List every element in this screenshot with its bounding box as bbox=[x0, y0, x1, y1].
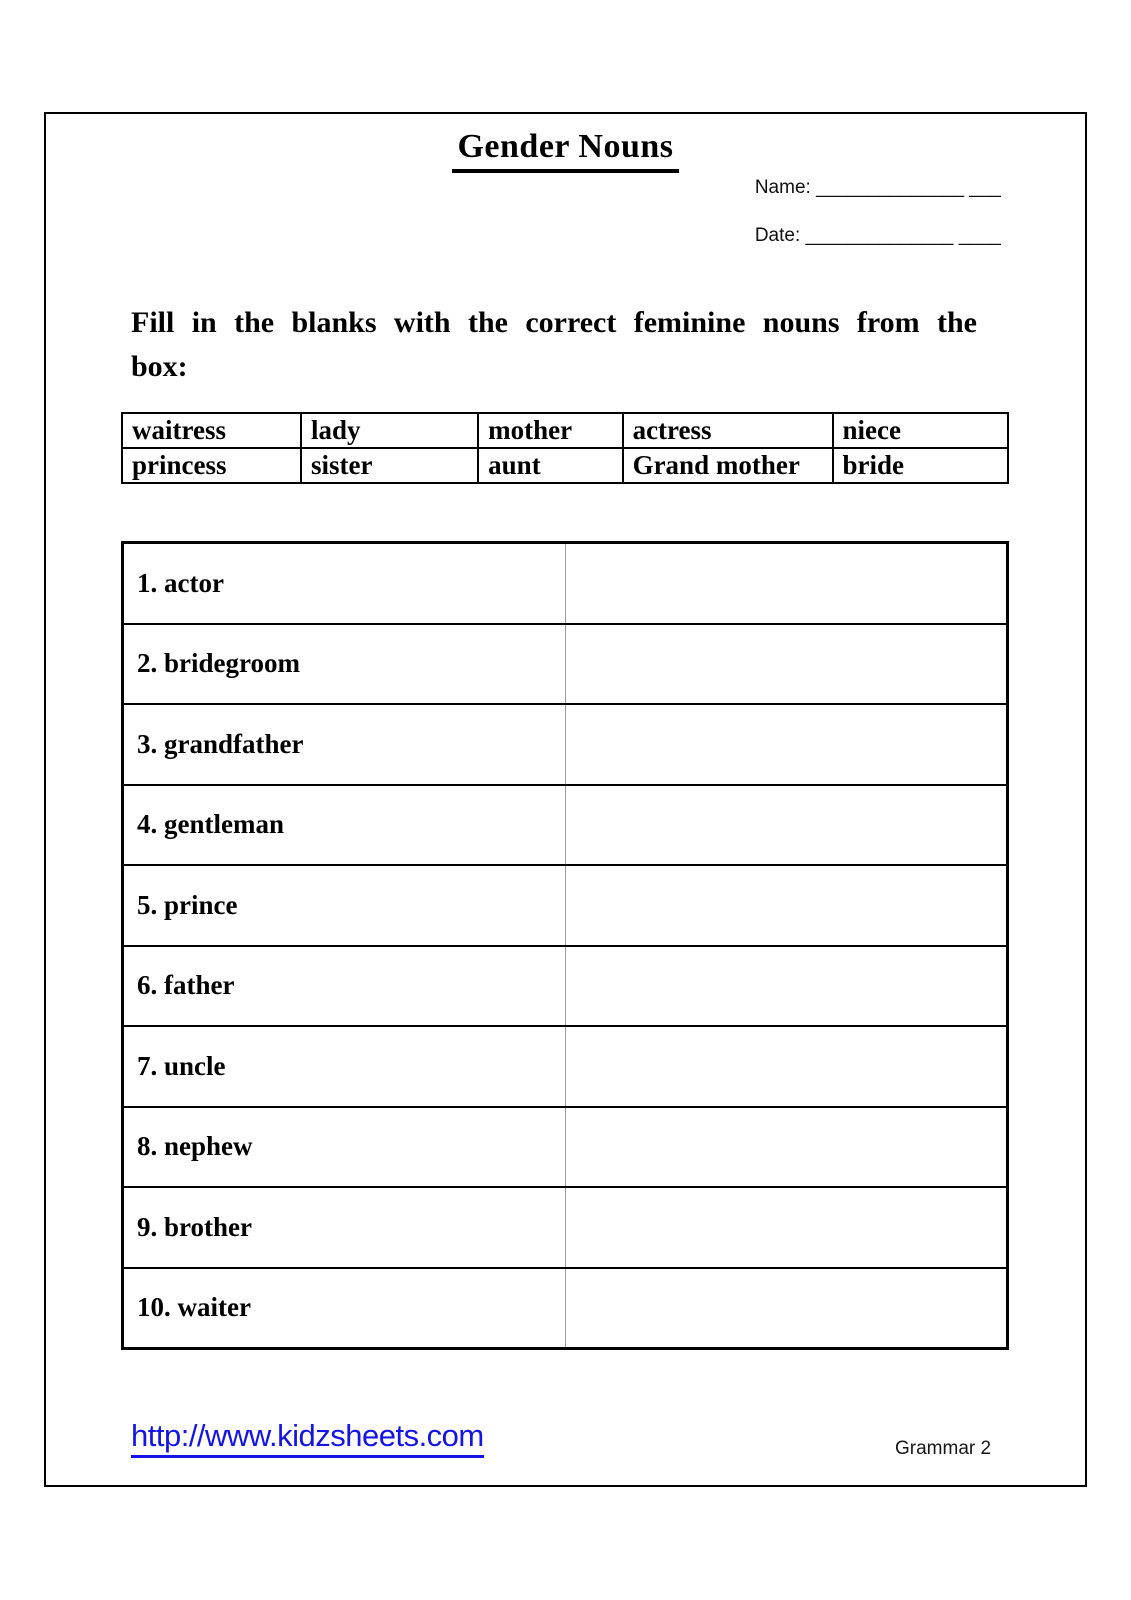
word-box-cell: waitress bbox=[122, 413, 301, 448]
item-label: 10. waiter bbox=[124, 1269, 566, 1348]
name-line bbox=[755, 176, 1001, 199]
word-box-table bbox=[121, 412, 1009, 484]
table-row bbox=[124, 864, 1006, 945]
table-row bbox=[124, 1025, 1006, 1106]
word-box-cell: sister bbox=[301, 448, 478, 483]
page-number-label: Grammar 2 bbox=[895, 1438, 992, 1459]
answer-cell bbox=[566, 544, 1006, 623]
word-box-row bbox=[122, 448, 1008, 483]
word-box-cell: mother bbox=[478, 413, 622, 448]
table-row bbox=[124, 623, 1006, 704]
answer-cell bbox=[566, 786, 1006, 865]
answer-cell bbox=[566, 1027, 1006, 1106]
word-box-cell: bride bbox=[833, 448, 1008, 483]
word-box-row bbox=[122, 413, 1008, 448]
item-label: 7. uncle bbox=[124, 1027, 566, 1106]
answer-cell bbox=[566, 625, 1006, 704]
answer-cell bbox=[566, 1188, 1006, 1267]
item-label: 4. gentleman bbox=[124, 786, 566, 865]
page-title: Gender Nouns bbox=[452, 128, 678, 173]
word-box-cell: actress bbox=[623, 413, 833, 448]
name-blank-line: ______________ ___ bbox=[816, 177, 1001, 198]
answer-cell bbox=[566, 947, 1006, 1026]
answer-cell bbox=[566, 705, 1006, 784]
instruction-text bbox=[131, 301, 977, 389]
table-row bbox=[124, 1106, 1006, 1187]
table-row bbox=[124, 544, 1006, 623]
word-box-cell: princess bbox=[122, 448, 301, 483]
word-box-cell: lady bbox=[301, 413, 478, 448]
item-label: 9. brother bbox=[124, 1188, 566, 1267]
date-label: Date: bbox=[754, 225, 801, 246]
answer-cell bbox=[566, 866, 1006, 945]
table-row bbox=[124, 945, 1006, 1026]
table-row bbox=[124, 1267, 1006, 1348]
item-label: 8. nephew bbox=[124, 1108, 566, 1187]
item-label: 6. father bbox=[124, 947, 566, 1026]
answer-cell bbox=[566, 1108, 1006, 1187]
exercise-table bbox=[121, 541, 1009, 1350]
table-row bbox=[124, 703, 1006, 784]
name-date-block bbox=[755, 176, 1001, 272]
word-box-cell: niece bbox=[833, 413, 1008, 448]
title-row bbox=[44, 128, 1087, 173]
item-label: 1. actor bbox=[124, 544, 566, 623]
instruction-line-1: Fill in the blanks with the correct feminine nouns from the bbox=[131, 306, 977, 339]
word-box-cell: aunt bbox=[478, 448, 622, 483]
word-box-cell: Grand mother bbox=[623, 448, 833, 483]
item-label: 5. prince bbox=[124, 866, 566, 945]
table-row bbox=[124, 784, 1006, 865]
kidzsheets-link[interactable]: http://www.kidzsheets.com bbox=[131, 1418, 484, 1458]
instruction-line-2: box: bbox=[131, 350, 188, 383]
answer-cell bbox=[566, 1269, 1006, 1348]
date-line bbox=[755, 224, 1001, 247]
table-row bbox=[124, 1186, 1006, 1267]
item-label: 3. grandfather bbox=[124, 705, 566, 784]
name-label: Name: bbox=[754, 177, 811, 198]
date-blank-line: ______________ ____ bbox=[805, 225, 1001, 246]
item-label: 2. bridegroom bbox=[124, 625, 566, 704]
